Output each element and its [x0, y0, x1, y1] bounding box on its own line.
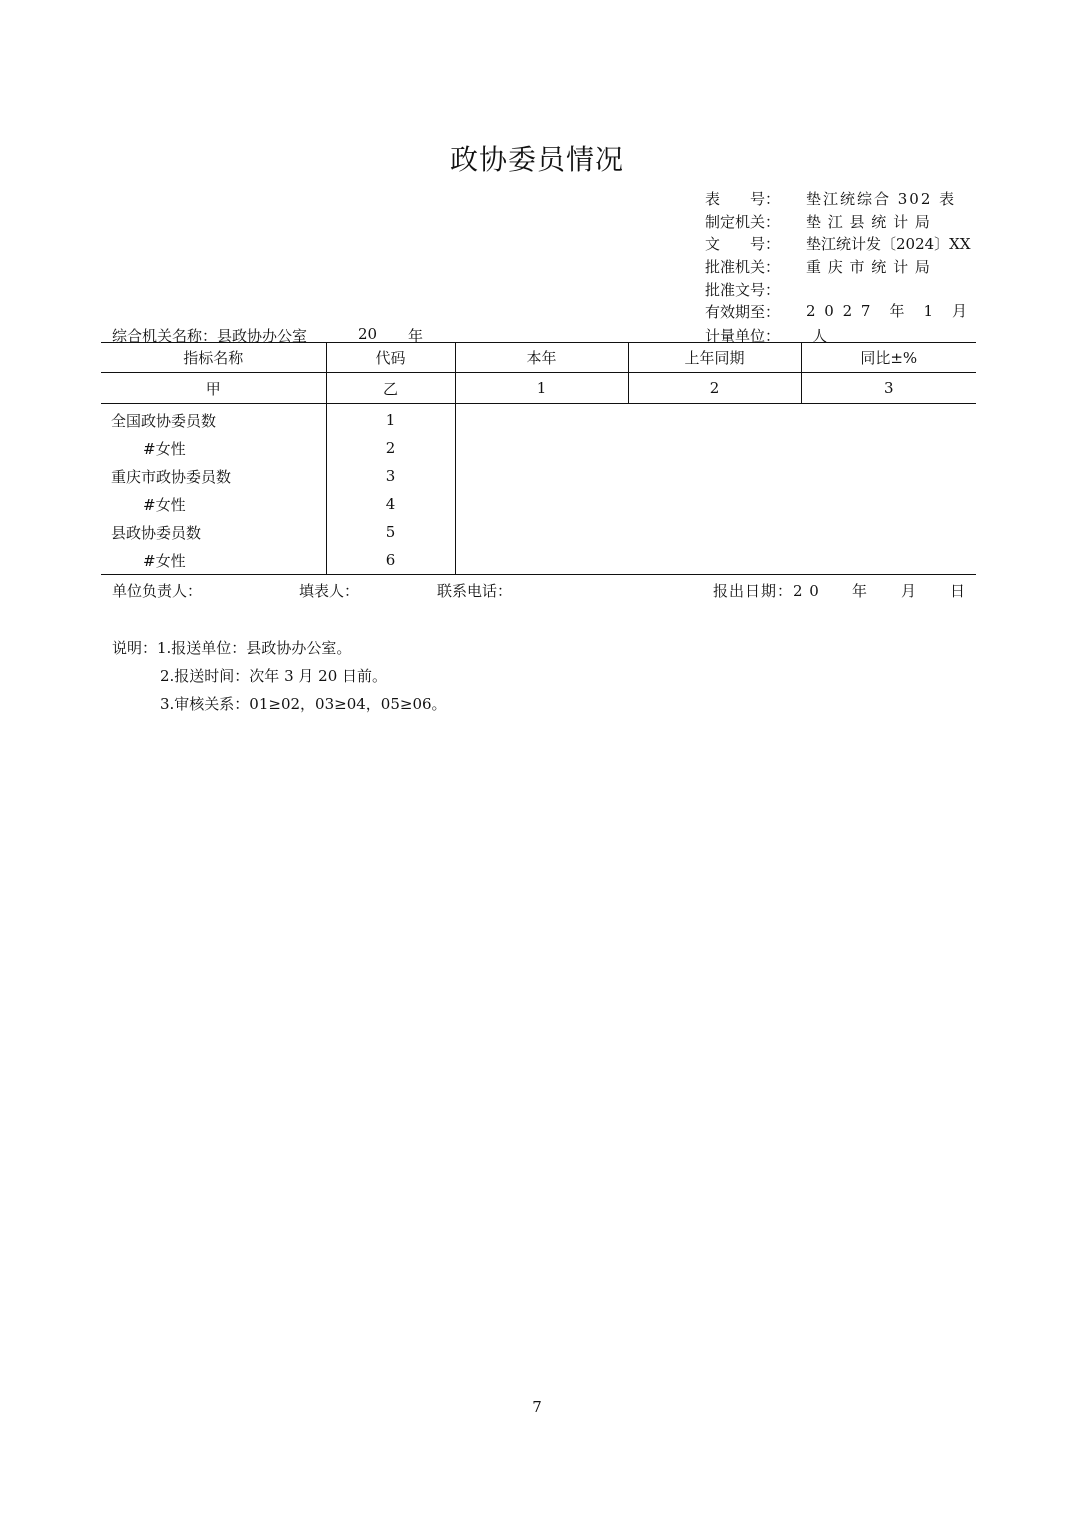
header-yoy: 同比±% — [801, 343, 976, 373]
cell-last-year — [628, 434, 801, 462]
cell-last-year — [628, 404, 801, 435]
header-this-year: 本年 — [455, 343, 628, 373]
row-name: 县政协委员数 — [101, 518, 326, 546]
page-title: 政协委员情况 — [449, 143, 624, 176]
row-code: 3 — [326, 462, 455, 490]
subheader-yi: 乙 — [326, 373, 455, 404]
note-1: 说明：1.报送单位：县政协办公室。 — [112, 639, 352, 657]
cell-this-year — [455, 518, 628, 546]
meta-value-approver: 重 庆 市 统 计 局 — [806, 258, 931, 276]
footer-month: 月 — [901, 582, 917, 600]
row-name: #女性 — [101, 434, 326, 462]
header-indicator-name: 指标名称 — [101, 343, 326, 373]
cell-last-year — [628, 490, 801, 518]
cell-yoy — [801, 546, 976, 575]
cell-last-year — [628, 462, 801, 490]
meta-label-issuer: 制定机关： — [705, 213, 781, 231]
meta-label-valid-until: 有效期至： — [705, 303, 781, 321]
cell-yoy — [801, 434, 976, 462]
page-number: 7 — [532, 1398, 542, 1416]
meta-label-unit: 计量单位： — [705, 327, 781, 345]
cell-this-year — [455, 404, 628, 435]
meta-value-unit: 人 — [812, 327, 828, 345]
subheader-col3: 3 — [801, 373, 976, 404]
report-year-suffix: 年 — [408, 327, 424, 345]
table-row — [101, 546, 976, 575]
meta-value-form-no: 垫江统综合 302 表 — [806, 190, 957, 208]
footer-date-label: 报出日期：2 0 — [713, 582, 820, 600]
footer-phone: 联系电话： — [437, 582, 513, 600]
subheader-jia: 甲 — [101, 373, 326, 404]
meta-value-doc-no: 垫江统计发〔2024〕XX — [806, 235, 971, 253]
meta-value-valid-until: 2 0 2 7 年 1 月 — [806, 302, 970, 320]
row-code: 6 — [326, 546, 455, 575]
header-code: 代码 — [326, 343, 455, 373]
meta-label-approval-no: 批准文号： — [705, 281, 781, 299]
footer-responsible: 单位负责人： — [112, 582, 203, 600]
note-3: 3.审核关系：01≥02，03≥04，05≥06。 — [160, 695, 447, 713]
note-2: 2.报送时间：次年 3 月 20 日前。 — [160, 667, 388, 685]
cell-this-year — [455, 462, 628, 490]
footer-year: 年 — [852, 582, 868, 600]
table-row — [101, 518, 976, 546]
row-name: 全国政协委员数 — [101, 404, 326, 435]
row-name: #女性 — [101, 490, 326, 518]
report-year-prefix: 20 — [358, 325, 378, 343]
cell-yoy — [801, 490, 976, 518]
cell-yoy — [801, 404, 976, 435]
row-code: 4 — [326, 490, 455, 518]
meta-label-form-no: 表 号： — [705, 190, 781, 208]
row-code: 5 — [326, 518, 455, 546]
table-row — [101, 434, 976, 462]
meta-label-doc-no: 文 号： — [705, 235, 781, 253]
cell-last-year — [628, 518, 801, 546]
table-subheader-row — [101, 373, 976, 404]
table-row — [101, 490, 976, 518]
table-header-row — [101, 343, 976, 373]
cell-this-year — [455, 434, 628, 462]
cell-this-year — [455, 546, 628, 575]
row-code: 1 — [326, 404, 455, 435]
row-name: 重庆市政协委员数 — [101, 462, 326, 490]
footer-filler: 填表人： — [299, 582, 360, 600]
cell-last-year — [628, 546, 801, 575]
cell-yoy — [801, 518, 976, 546]
table-row — [101, 462, 976, 490]
footer-day: 日 — [950, 582, 966, 600]
meta-label-approver: 批准机关： — [705, 258, 781, 276]
indicator-table — [101, 342, 976, 575]
meta-value-issuer: 垫 江 县 统 计 局 — [806, 213, 931, 231]
row-code: 2 — [326, 434, 455, 462]
subheader-col1: 1 — [455, 373, 628, 404]
header-last-year: 上年同期 — [628, 343, 801, 373]
table-row — [101, 404, 976, 435]
org-name: 综合机关名称：县政协办公室 — [112, 327, 308, 345]
cell-this-year — [455, 490, 628, 518]
row-name: #女性 — [101, 546, 326, 575]
cell-yoy — [801, 462, 976, 490]
subheader-col2: 2 — [628, 373, 801, 404]
